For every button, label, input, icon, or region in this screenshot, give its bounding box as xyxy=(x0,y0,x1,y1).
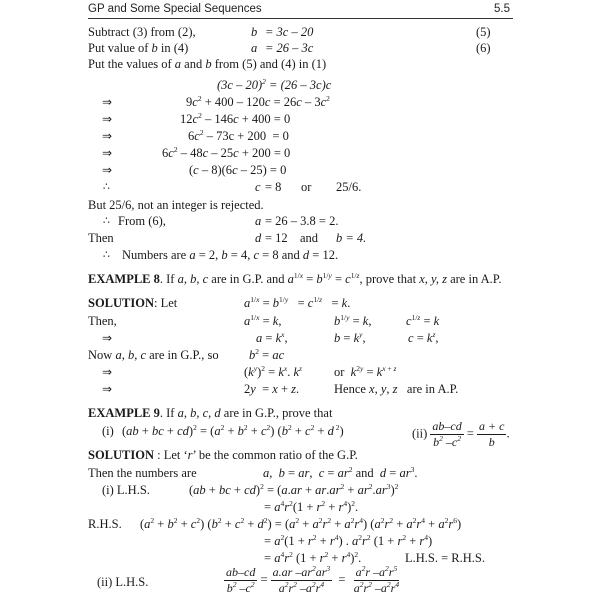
lhs-simplified: = $a^4r^2(1 + r^2 + r^4)^2$. xyxy=(264,499,359,514)
numerator: $a^2r$ $-a^2r^5$ xyxy=(354,566,400,581)
derivation-step: $12c^2 - 146c + 400 = 0$ xyxy=(180,111,291,126)
step-label: (ii) L.H.S. xyxy=(97,575,149,589)
implies-eq-a: $a = k^x$, xyxy=(256,330,288,345)
equation-rhs: = 12 xyxy=(265,231,288,245)
step-label: (i) L.H.S. xyxy=(102,483,150,497)
alt-solution: 25/6. xyxy=(336,180,362,194)
therefore-symbol: ∴ xyxy=(103,180,110,193)
implies-symbol: ⇒ xyxy=(102,331,113,345)
header-rule xyxy=(88,18,513,19)
implies-symbol: ⇒ xyxy=(102,365,113,379)
running-header-title: GP and Some Special Sequences xyxy=(88,3,262,15)
step-label: Subtract (3) from (2), xyxy=(88,25,196,39)
equation-rhs: = 26 – 3c xyxy=(265,41,314,55)
equation-lhs: b xyxy=(251,25,258,39)
step-label: Then, xyxy=(88,314,117,328)
solution-let: : Let xyxy=(154,296,178,310)
fraction xyxy=(224,566,257,595)
text: from (5) and (4) in (1) xyxy=(211,57,327,71)
part-ii-label: (ii) xyxy=(412,426,428,441)
ap-condition: 2y = x + z. xyxy=(244,382,300,396)
part-ii-statement: (ii) $\frac{ab-cd}{b^2 -c^2}$ = $\frac{a + c}{b}$ . xyxy=(412,419,510,450)
part-i-statement: (ab + bc + $cd)^2 = (a^2 + b^2 + c^2) (b^2 + c^2 + d$ $^2$) xyxy=(122,423,344,438)
equation-rhs: = 26 – 3.8 = 2. xyxy=(265,214,339,228)
and-text: and xyxy=(300,231,319,245)
power-step: $(k^y)^2 = k^x$. $k^z$ xyxy=(244,364,302,379)
derivation-step: $6c^2 - 73c + 200 = 0$ xyxy=(188,128,289,143)
lhs-equals-rhs: L.H.S. = R.H.S. xyxy=(405,551,485,565)
var: b xyxy=(205,57,212,71)
therefore-symbol: ∴ xyxy=(103,248,110,261)
derivation-step: (3c – 20)$^2$ = (26 – 3c)c xyxy=(217,77,332,92)
implies-symbol: ⇒ xyxy=(102,129,113,143)
equation-lhs: a xyxy=(255,214,262,228)
step-label: Now a, b, c are in G.P., so xyxy=(88,348,219,362)
denominator: $a^2r^2$ $-a^2r^4$ xyxy=(353,580,400,596)
rejection-note: But 25/6, not an integer is rejected. xyxy=(88,198,264,212)
label-var: b xyxy=(151,41,158,55)
instruction-text xyxy=(88,58,326,71)
equation-number: (6) xyxy=(476,41,491,55)
then-eq-a: $a^{1/x} = k$, xyxy=(244,313,282,328)
fraction xyxy=(430,420,463,449)
step-label: Then xyxy=(88,231,114,245)
solution-heading: SOLUTION : Let ‘r’ be the common ratio of the G.P. xyxy=(88,448,358,462)
numerator: ab–cd xyxy=(224,566,257,581)
text: Put the values of xyxy=(88,57,175,71)
var: a xyxy=(174,57,182,71)
denominator: $a^2r^2$ $-a^2r^4$ xyxy=(278,580,325,596)
numerator: a.ar $-ar^2ar^3$ xyxy=(271,566,333,581)
page-number: 5.5 xyxy=(494,3,510,15)
example-heading: EXAMPLE 9 xyxy=(88,406,160,420)
example-9-statement: EXAMPLE 9. If a, b, c, d are in G.P., prove that xyxy=(88,406,333,420)
step-label: From (6), xyxy=(118,214,166,228)
text: and xyxy=(181,57,206,71)
or-text: or xyxy=(301,180,312,194)
implies-symbol: ⇒ xyxy=(102,95,113,109)
fraction xyxy=(271,566,333,595)
label-post: in (4) xyxy=(157,41,189,55)
implies-eq-c: $c = k^z$, xyxy=(408,330,439,345)
denominator: b xyxy=(488,435,495,450)
implies-symbol: ⇒ xyxy=(102,382,113,396)
implies-symbol: ⇒ xyxy=(102,163,113,177)
example-8-statement: EXAMPLE 8. If a, b, c are in G.P. and $a^{1/x} = b^{1/y} = c^{1/z}$, prove that x, y, z are in A.P. xyxy=(88,271,502,286)
rhs-simplified: = $a^4r^2$ $(1 + r^2 + r^4)^2$. xyxy=(264,550,362,565)
implies-symbol: ⇒ xyxy=(102,112,113,126)
equation-lhs: a xyxy=(251,41,258,55)
solution-heading xyxy=(88,297,177,310)
derivation-step: $6c^2 - 48c - 25c + 200 = 0$ xyxy=(162,145,291,160)
solution-rhs: = 8 xyxy=(265,180,282,194)
rhs-expansion: $(a^2 + b^2 + c^2) (b^2 + c^2 + d^2) = (a^2 + a^2r^2 + a^2r^4) (a^2r^2 + a^2r^4 + a^2r^6)$ xyxy=(140,516,462,531)
implies-eq-b: $b = k^y$, xyxy=(334,330,366,345)
step-label: R.H.S. xyxy=(88,517,122,531)
numerator: ab–cd xyxy=(430,420,463,435)
power-step-or: or $k^{2y} = k^{x + z}$ xyxy=(334,364,397,379)
solution-lhs: c xyxy=(255,180,261,194)
implies-symbol: ⇒ xyxy=(102,146,113,160)
label-pre: Put value of xyxy=(88,41,152,55)
final-numbers: Numbers are a = 2, b = 4, c = 8 and d = 12. xyxy=(122,248,339,262)
therefore-symbol: ∴ xyxy=(103,214,110,227)
example-heading: EXAMPLE 8 xyxy=(88,272,160,286)
equation-lhs: d xyxy=(255,231,262,245)
denominator: $b^2$ $-c^2$ xyxy=(226,580,255,596)
equation-b: b = 4. xyxy=(336,231,367,245)
derivation-step: $9c^2 + 400 - 120c = 26c - 3c^2$ xyxy=(186,94,330,109)
gp-condition: $b^2$ = ac xyxy=(249,347,285,362)
solution-label: SOLUTION xyxy=(88,296,154,310)
lhs-expansion: (ab + bc + $cd)^2 = (a.ar + ar.ar^2 + ar^2.ar^3)^2$ xyxy=(189,482,399,497)
rhs-factored: = $a^2(1 + r^2 + r^4)$ . $a^2r^2$ $(1 + r^2 + r^4)$ xyxy=(264,533,433,548)
denominator: $b^2$ $-c^2$ xyxy=(433,434,461,450)
part-i-label: (i) xyxy=(102,424,114,438)
then-eq-b: $b^{1/y} = k$, xyxy=(334,313,372,328)
step-label xyxy=(88,42,188,55)
solution-label: SOLUTION xyxy=(88,448,154,462)
conclusion: Hence x, y, z are in A.P. xyxy=(334,382,459,396)
equation-number: (5) xyxy=(476,25,491,39)
let-equation: $a^{1/x} = b^{1/y} = c^{1/z} = k$. xyxy=(244,295,351,310)
then-eq-c: $c^{1/z} = k$ xyxy=(406,313,440,328)
step-label: Then the numbers are xyxy=(88,466,197,480)
equation-rhs: = 3c – 20 xyxy=(265,25,314,39)
fraction xyxy=(477,420,506,449)
lhs-ii-fractions: $\frac{ab-cd}{b^2 -c^2}$ = $\frac{a.ar -ar^2ar^3}{a^2r^2 -a^2r^4}$ = $\frac{a^2r -a^2r^5}{a^2r^2 -a^2r^4}$ xyxy=(226,564,400,596)
derivation-step: (c – 8)(6c – 25) = 0 xyxy=(189,163,287,177)
fraction xyxy=(352,566,401,595)
numerator: a + c xyxy=(477,420,506,435)
gp-terms: a, b = ar, $c = ar^2$ and $d = ar^3$. xyxy=(263,465,418,480)
